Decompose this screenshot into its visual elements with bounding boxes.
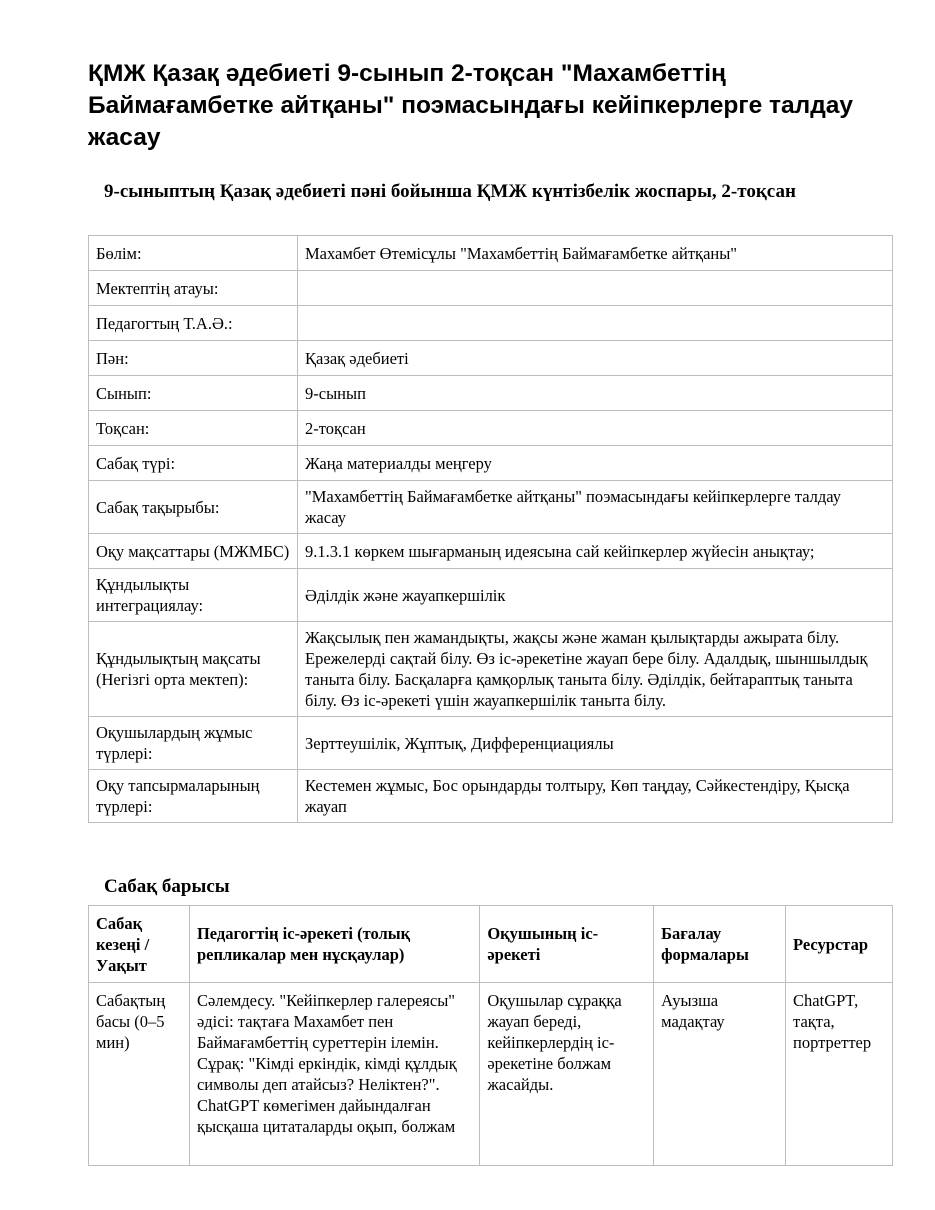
- table-row: [89, 376, 893, 411]
- table-row: [89, 569, 893, 622]
- info-label: Мектептің атауы:: [89, 271, 298, 306]
- info-label: Педагогтың Т.А.Ә.:: [89, 306, 298, 341]
- assessment-cell: Ауызша мадақтау: [654, 983, 786, 1166]
- stage-cell: Сабақтың басы (0–5 мин): [89, 983, 190, 1166]
- column-header: Бағалау формалары: [654, 906, 786, 983]
- info-value: Әділдік және жауапкершілік: [298, 569, 893, 622]
- table-row: [89, 770, 893, 823]
- info-value: Махамбет Өтемісұлы "Махамбеттің Баймағамбетке айтқаны": [298, 236, 893, 271]
- table-row: [89, 983, 893, 1166]
- info-label: Бөлім:: [89, 236, 298, 271]
- info-label: Тоқсан:: [89, 411, 298, 446]
- info-label: Оқу тапсырмаларының түрлері:: [89, 770, 298, 823]
- table-row: [89, 446, 893, 481]
- info-label: Оқушылардың жұмыс түрлері:: [89, 717, 298, 770]
- info-value: Кестемен жұмыс, Бос орындарды толтыру, Көп таңдау, Сәйкестендіру, Қысқа жауап: [298, 770, 893, 823]
- info-label: Оқу мақсаттары (МЖМБС): [89, 534, 298, 569]
- column-header: Сабақ кезеңі / Уақыт: [89, 906, 190, 983]
- info-value: Жаңа материалды меңгеру: [298, 446, 893, 481]
- info-value: Зерттеушілік, Жұптық, Дифференциациялы: [298, 717, 893, 770]
- table-row: [89, 236, 893, 271]
- info-value: 9-сынып: [298, 376, 893, 411]
- page-title: ҚМЖ Қазақ әдебиеті 9-сынып 2-тоқсан "Махамбеттің Баймағамбетке айтқаны" поэмасындағы кейіпкерлерге талдау жасау: [88, 60, 853, 151]
- info-value: Жақсылық пен жамандықты, жақсы және жаман қылықтарды ажырата білу. Ережелерді сақтай білу. Өз іс-әрекетіне жауап бере білу. Адалдық, шыншылдық таныта білу. Басқаларға қамқорлық таныта білу. Әділдік, бейтараптық таныта білу. Өз іс-әрекеті үшін жауапкершілік таныта білу.: [298, 622, 893, 717]
- student-activity-cell: Оқушылар сұраққа жауап береді, кейіпкерлердің іс-әрекетіне болжам жасайды.: [480, 983, 654, 1166]
- plan-subtitle: 9-сыныптың Қазақ әдебиеті пәні бойынша ҚМЖ күнтізбелік жоспары, 2-тоқсан: [104, 181, 796, 202]
- table-row: [89, 411, 893, 446]
- table-row: [89, 622, 893, 717]
- info-label: Пән:: [89, 341, 298, 376]
- resources-cell: ChatGPT, тақта, портреттер: [786, 983, 893, 1166]
- teacher-activity-cell: Сәлемдесу. "Кейіпкерлер галереясы" әдісі: тақтаға Махамбет пен Баймағамбеттің суреттерін ілемін. Сұрақ: "Кімді еркіндік, кімді құлдық символы деп атайсыз? Неліктен?". ChatGPT көмегімен дайындалған қысқаша цитаталарды оқып, болжам: [189, 983, 479, 1166]
- column-header: Оқушының іс-әрекеті: [480, 906, 654, 983]
- table-row: [89, 341, 893, 376]
- table-row: [89, 717, 893, 770]
- info-value: [298, 306, 893, 341]
- info-value: 2-тоқсан: [298, 411, 893, 446]
- info-value: 9.1.3.1 көркем шығарманың идеясына сай кейіпкерлер жүйесін анықтау;: [298, 534, 893, 569]
- info-label: Сабақ түрі:: [89, 446, 298, 481]
- lesson-flow-table: [88, 905, 893, 1166]
- table-row: [89, 306, 893, 341]
- table-row: [89, 481, 893, 534]
- info-value: Қазақ әдебиеті: [298, 341, 893, 376]
- info-label: Құндылықты интеграциялау:: [89, 569, 298, 622]
- column-header: Педагогтің іс-әрекеті (толық репликалар мен нұсқаулар): [189, 906, 479, 983]
- info-value: [298, 271, 893, 306]
- table-header-row: [89, 906, 893, 983]
- info-label: Құндылықтың мақсаты (Негізгі орта мектеп):: [89, 622, 298, 717]
- table-row: [89, 271, 893, 306]
- info-value: "Махамбеттің Баймағамбетке айтқаны" поэмасындағы кейіпкерлерге талдау жасау: [298, 481, 893, 534]
- info-label: Сабақ тақырыбы:: [89, 481, 298, 534]
- section-title: Сабақ барысы: [104, 876, 230, 897]
- lesson-info-table: [88, 235, 893, 823]
- table-row: [89, 534, 893, 569]
- info-label: Сынып:: [89, 376, 298, 411]
- column-header: Ресурстар: [786, 906, 893, 983]
